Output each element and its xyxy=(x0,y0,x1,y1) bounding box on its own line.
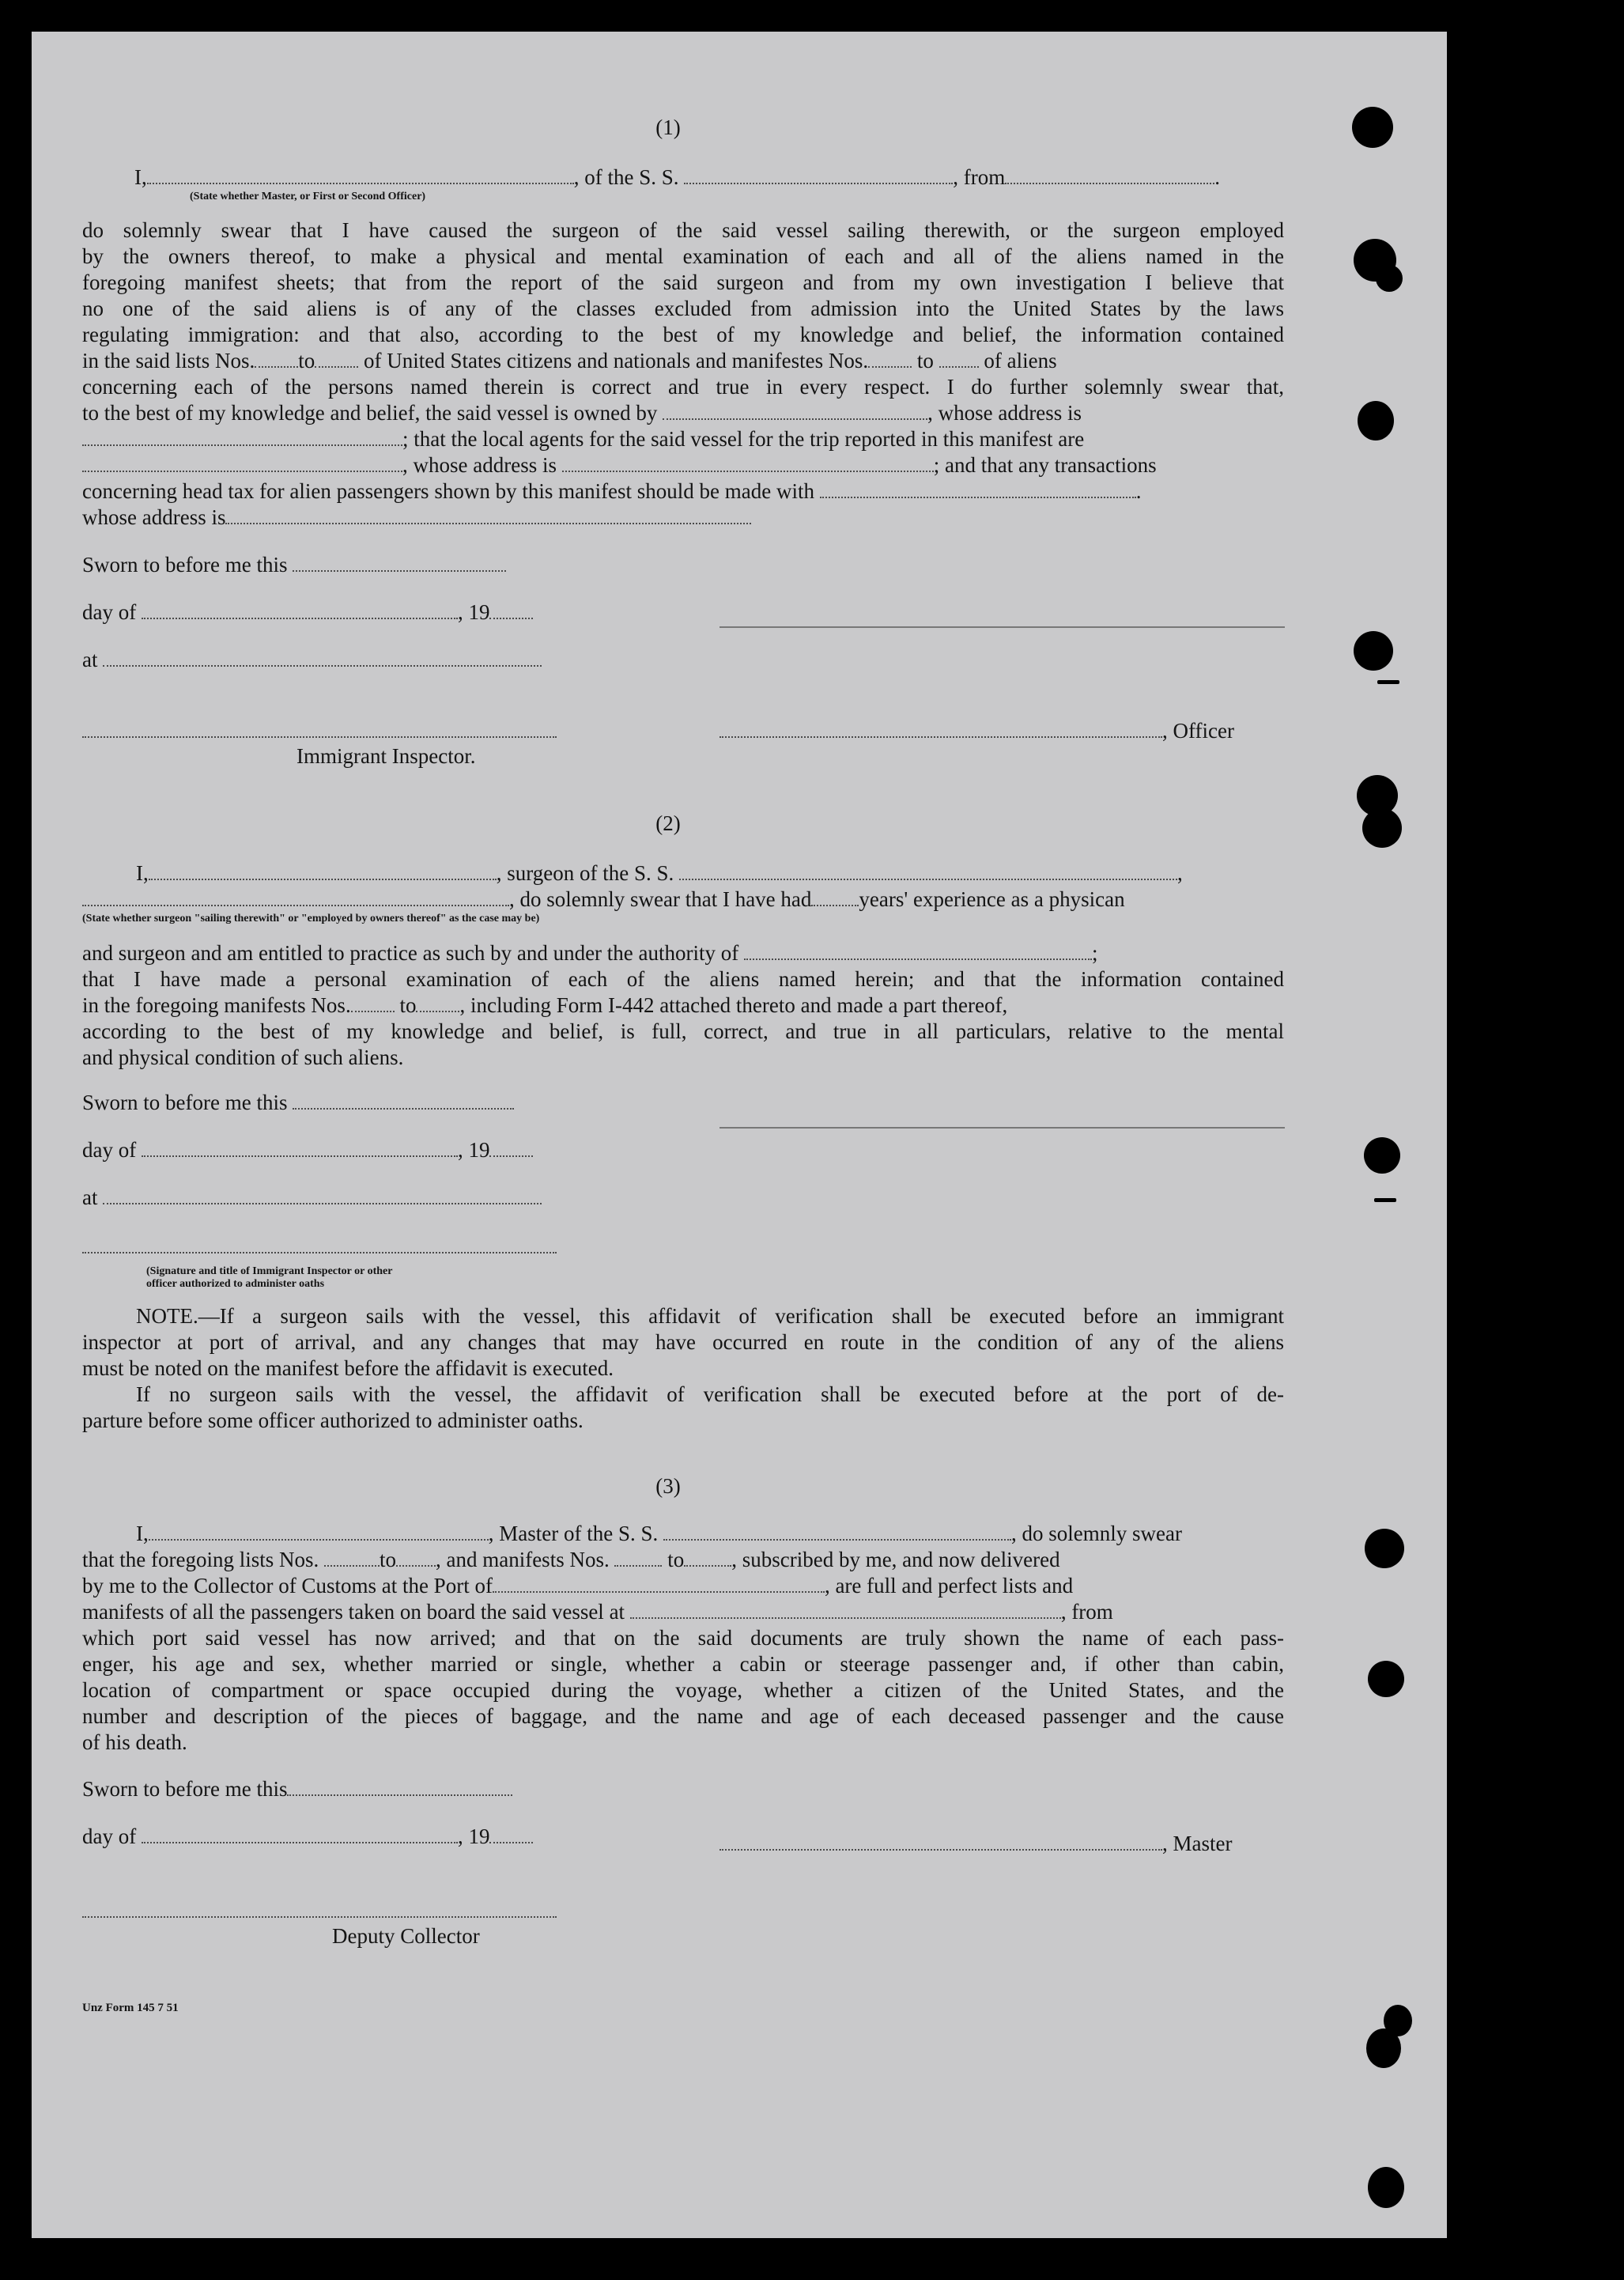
day-of-line xyxy=(82,599,533,626)
text: at xyxy=(82,648,98,671)
text: to xyxy=(379,1548,396,1571)
officer-name-field[interactable] xyxy=(147,165,574,184)
text: that the foregoing lists Nos. xyxy=(82,1548,319,1571)
punch-hole xyxy=(1362,808,1402,848)
deputy-signature-line xyxy=(82,1898,557,1924)
surgeon-vessel-field[interactable] xyxy=(679,861,1177,880)
text: ; that the local agents for the said vessel for the trip reported in this manifest are xyxy=(402,427,1085,451)
alien-list-from-field[interactable] xyxy=(868,349,912,368)
officer-label: , Officer xyxy=(1162,719,1234,743)
section-3-paragraph-line xyxy=(82,1547,1060,1573)
punch-hole xyxy=(1352,107,1393,148)
master-label: , Master xyxy=(1162,1832,1233,1855)
section-1-paragraph-line xyxy=(82,348,1057,374)
text: , do solemnly swear that I have had xyxy=(509,887,812,911)
from-port-field[interactable] xyxy=(1005,165,1214,184)
text: concerning head tax for alien passengers shown by this manifest should be made with xyxy=(82,479,815,503)
text: , 19 xyxy=(457,1138,490,1162)
text: at xyxy=(82,1185,98,1209)
text: day of xyxy=(82,600,137,624)
sworn-line xyxy=(82,1090,514,1116)
vessel-owner-field[interactable] xyxy=(663,401,927,420)
years-experience-field[interactable] xyxy=(811,887,859,906)
at-line xyxy=(82,647,542,673)
text: to xyxy=(916,349,934,372)
text: day of xyxy=(82,1138,137,1162)
vessel-name-field[interactable] xyxy=(684,165,953,184)
text: , subscribed by me, and now delivered xyxy=(731,1548,1060,1571)
text: to xyxy=(298,349,315,372)
text: Sworn to before me this xyxy=(82,1091,288,1114)
manifest-to-field[interactable] xyxy=(416,993,459,1012)
section-1-line-1 xyxy=(134,164,1220,191)
punch-hole xyxy=(1358,401,1394,440)
note-line: parture before some officer authorized to administer oaths. xyxy=(82,1408,584,1432)
signature-note-2: officer authorized to administer oaths xyxy=(146,1278,325,1290)
mark xyxy=(1374,1198,1396,1202)
text: , are full and perfect lists and xyxy=(824,1574,1074,1598)
text: . xyxy=(1135,479,1142,503)
sworn-line xyxy=(82,552,506,578)
section-1-paragraph-line: foregoing manifest sheets; that from the report of the said surgeon and from my own investigation I believe that xyxy=(82,270,1284,294)
manifests-from-field[interactable] xyxy=(614,1548,662,1567)
section-2-paragraph-line xyxy=(82,993,1007,1019)
text: to the best of my knowledge and belief, the said vessel is owned by xyxy=(82,401,658,425)
text: ; and that any transactions xyxy=(933,453,1157,477)
day-of-line xyxy=(82,1824,533,1850)
section-1-paragraph-line: concerning each of the persons named therein is correct and true in every respect. I do further solemnly swear that, xyxy=(82,375,1284,399)
punch-hole xyxy=(1368,2167,1404,2208)
text: of aliens xyxy=(984,349,1057,372)
officer-signature-line[interactable] xyxy=(719,626,1285,628)
master-vessel-field[interactable] xyxy=(663,1522,1011,1541)
punch-hole xyxy=(1366,2029,1401,2068)
text: of United States citizens and nationals and manifestes Nos. xyxy=(364,349,869,372)
at-line xyxy=(82,1185,542,1211)
text: manifests of all the passengers taken on board the said vessel at xyxy=(82,1600,625,1624)
punch-hole xyxy=(1354,631,1393,671)
section-2-paragraph-line xyxy=(82,940,1098,966)
sworn-date-field[interactable] xyxy=(287,1777,512,1796)
note-line: must be noted on the manifest before the affidavit is executed. xyxy=(82,1356,614,1380)
section-1-paragraph-line: no one of the said aliens is of any of the classes excluded from admission into the United States by the laws xyxy=(82,297,1284,320)
section-3-paragraph-line: location of compartment or space occupied during the voyage, whether a citizen of the United States, and the xyxy=(82,1678,1284,1702)
inspector-signature-line xyxy=(82,1234,557,1260)
year-field[interactable] xyxy=(489,600,533,619)
deputy-collector-label: Deputy Collector xyxy=(332,1924,480,1948)
year-field[interactable] xyxy=(489,1824,533,1843)
text: , 19 xyxy=(457,1824,490,1848)
lists-to-field[interactable] xyxy=(396,1548,436,1567)
text: . xyxy=(1214,165,1220,189)
section-2-line-2 xyxy=(82,887,1125,913)
text: I, xyxy=(136,1522,149,1545)
place-field[interactable] xyxy=(103,648,542,667)
section-2-paragraph-line: that I have made a personal examination of each of the aliens named herein; and that the information contained xyxy=(82,967,1284,991)
mark xyxy=(1377,680,1399,684)
section-3-paragraph-line: number and description of the pieces of baggage, and the name and age of each deceased passenger and the cause xyxy=(82,1704,1284,1728)
immigrant-inspector-label: Immigrant Inspector. xyxy=(296,744,476,768)
boarding-port-field[interactable] xyxy=(630,1600,1061,1619)
section-1-paragraph-line: by the owners thereof, to make a physical and mental examination of each and all of the aliens named in the xyxy=(82,244,1284,268)
text: day of xyxy=(82,1824,137,1848)
section-1-paragraph-line xyxy=(82,426,1084,452)
month-field[interactable] xyxy=(142,600,458,619)
surgeon-signature-line[interactable] xyxy=(719,1127,1285,1129)
document-page xyxy=(32,32,1447,2238)
head-tax-contact-field[interactable] xyxy=(820,479,1136,498)
text: in the foregoing manifests Nos. xyxy=(82,993,351,1017)
text: by me to the Collector of Customs at the Port of xyxy=(82,1574,493,1598)
section-2-paragraph-line: according to the best of my knowledge and belief, is full, correct, and true in all particulars, relative to the mental xyxy=(82,1019,1284,1043)
section-1-paragraph-line: do solemnly swear that I have caused the surgeon of the said vessel sailing therewith, or the surgeon employed xyxy=(82,218,1284,242)
licensing-authority-field[interactable] xyxy=(744,941,1092,960)
officer-signature-line-2 xyxy=(719,718,1234,744)
section-3-paragraph-line: enger, his age and sex, whether married or single, whether a cabin or steerage passenger and, if other than cabin, xyxy=(82,1652,1284,1676)
master-signature-field[interactable] xyxy=(719,1832,1162,1851)
citizen-list-to-field[interactable] xyxy=(315,349,358,368)
text: in the said lists Nos. xyxy=(82,349,255,372)
year-field[interactable] xyxy=(489,1138,533,1157)
text: to xyxy=(399,993,417,1017)
sworn-date-field[interactable] xyxy=(293,553,506,572)
text: I, xyxy=(136,861,149,885)
officer-rank-note: (State whether Master, or First or Second Officer) xyxy=(190,191,426,202)
local-agents-field[interactable] xyxy=(82,453,402,472)
note-line: If no surgeon sails with the vessel, the affidavit of verification shall be executed before at the port of de- xyxy=(136,1382,1284,1406)
section-1-number: (1) xyxy=(655,115,681,139)
text: Sworn to before me this xyxy=(82,1777,288,1801)
section-3-paragraph-line: which port said vessel has now arrived; and that on the said documents are truly shown the name of each pass- xyxy=(82,1626,1284,1650)
text: , do solemnly swear xyxy=(1010,1522,1182,1545)
section-3-number: (3) xyxy=(655,1474,681,1498)
text: I, xyxy=(134,165,147,189)
section-2-number: (2) xyxy=(655,811,681,835)
inspector-signature-field[interactable] xyxy=(82,1235,557,1253)
lists-from-field[interactable] xyxy=(324,1548,380,1567)
head-tax-address-field[interactable] xyxy=(225,505,751,524)
text: , whose address is xyxy=(927,401,1082,425)
master-signature-line xyxy=(719,1831,1232,1857)
section-2-paragraph-line: and physical condition of such aliens. xyxy=(82,1045,404,1069)
manifests-to-field[interactable] xyxy=(684,1548,731,1567)
day-of-line xyxy=(82,1137,533,1163)
section-3-paragraph-line xyxy=(82,1573,1073,1599)
agents-address-field[interactable] xyxy=(562,453,934,472)
section-3-line-1 xyxy=(136,1521,1182,1547)
inspector-signature-line xyxy=(82,718,557,744)
deputy-signature-field[interactable] xyxy=(82,1899,557,1918)
punch-hole xyxy=(1364,1137,1400,1174)
punch-hole xyxy=(1365,1529,1404,1568)
citizen-list-from-field[interactable] xyxy=(255,349,298,368)
text: , Master of the S. S. xyxy=(488,1522,659,1545)
signature-note-1: (Signature and title of Immigrant Inspector or other xyxy=(146,1265,393,1277)
text: , 19 xyxy=(457,600,490,624)
surgeon-name-field[interactable] xyxy=(149,861,497,880)
surgeon-status-field[interactable] xyxy=(82,887,509,906)
text: , xyxy=(1177,861,1183,885)
text: Sworn to before me this xyxy=(82,553,288,577)
section-2-line-1 xyxy=(136,860,1183,887)
port-field[interactable] xyxy=(493,1574,825,1593)
text: , whose address is xyxy=(402,453,557,477)
section-1-paragraph-line xyxy=(82,505,751,531)
text: and surgeon and am entitled to practice as such by and under the authority of xyxy=(82,941,739,965)
note-line: inspector at port of arrival, and any changes that may have occurred en route in the condition of any of the aliens xyxy=(82,1330,1284,1354)
sworn-date-field[interactable] xyxy=(293,1091,514,1110)
text: , including Form I-442 attached thereto and made a part thereof, xyxy=(459,993,1008,1017)
section-3-paragraph-line: of his death. xyxy=(82,1730,187,1754)
section-1-paragraph-line xyxy=(82,478,1142,505)
month-field[interactable] xyxy=(142,1824,458,1843)
text: , from xyxy=(953,165,1006,189)
text: , and manifests Nos. xyxy=(435,1548,610,1571)
place-field[interactable] xyxy=(103,1185,542,1204)
surgeon-status-note: (State whether surgeon "sailing therewith" or "employed by owners thereof" as the case may be) xyxy=(82,913,540,924)
text: , from xyxy=(1060,1600,1113,1624)
inspector-signature-field[interactable] xyxy=(82,719,557,738)
section-1-paragraph-line xyxy=(82,400,1082,426)
month-field[interactable] xyxy=(142,1138,458,1157)
owner-address-field[interactable] xyxy=(82,427,402,446)
section-1-paragraph-line: regulating immigration: and that also, according to the best of my knowledge and belief, the information contained xyxy=(82,323,1284,346)
text: whose address is xyxy=(82,505,226,529)
text: to xyxy=(667,1548,685,1571)
text: ; xyxy=(1092,941,1098,965)
text: , of the S. S. xyxy=(573,165,679,189)
officer-signature-field[interactable] xyxy=(719,719,1162,738)
punch-hole xyxy=(1376,265,1403,292)
section-3-paragraph-line xyxy=(82,1599,1113,1625)
alien-list-to-field[interactable] xyxy=(939,349,979,368)
sworn-line xyxy=(82,1776,512,1802)
manifest-from-field[interactable] xyxy=(351,993,395,1012)
punch-hole xyxy=(1368,1661,1404,1697)
note-line: NOTE.—If a surgeon sails with the vessel, this affidavit of verification shall be executed before an immigrant xyxy=(136,1304,1284,1328)
section-1-paragraph-line xyxy=(82,452,1157,478)
text: , surgeon of the S. S. xyxy=(496,861,674,885)
form-number: Unz Form 145 7 51 xyxy=(82,2002,179,2014)
text: years' experience as a physican xyxy=(859,887,1125,911)
master-name-field[interactable] xyxy=(149,1522,489,1541)
